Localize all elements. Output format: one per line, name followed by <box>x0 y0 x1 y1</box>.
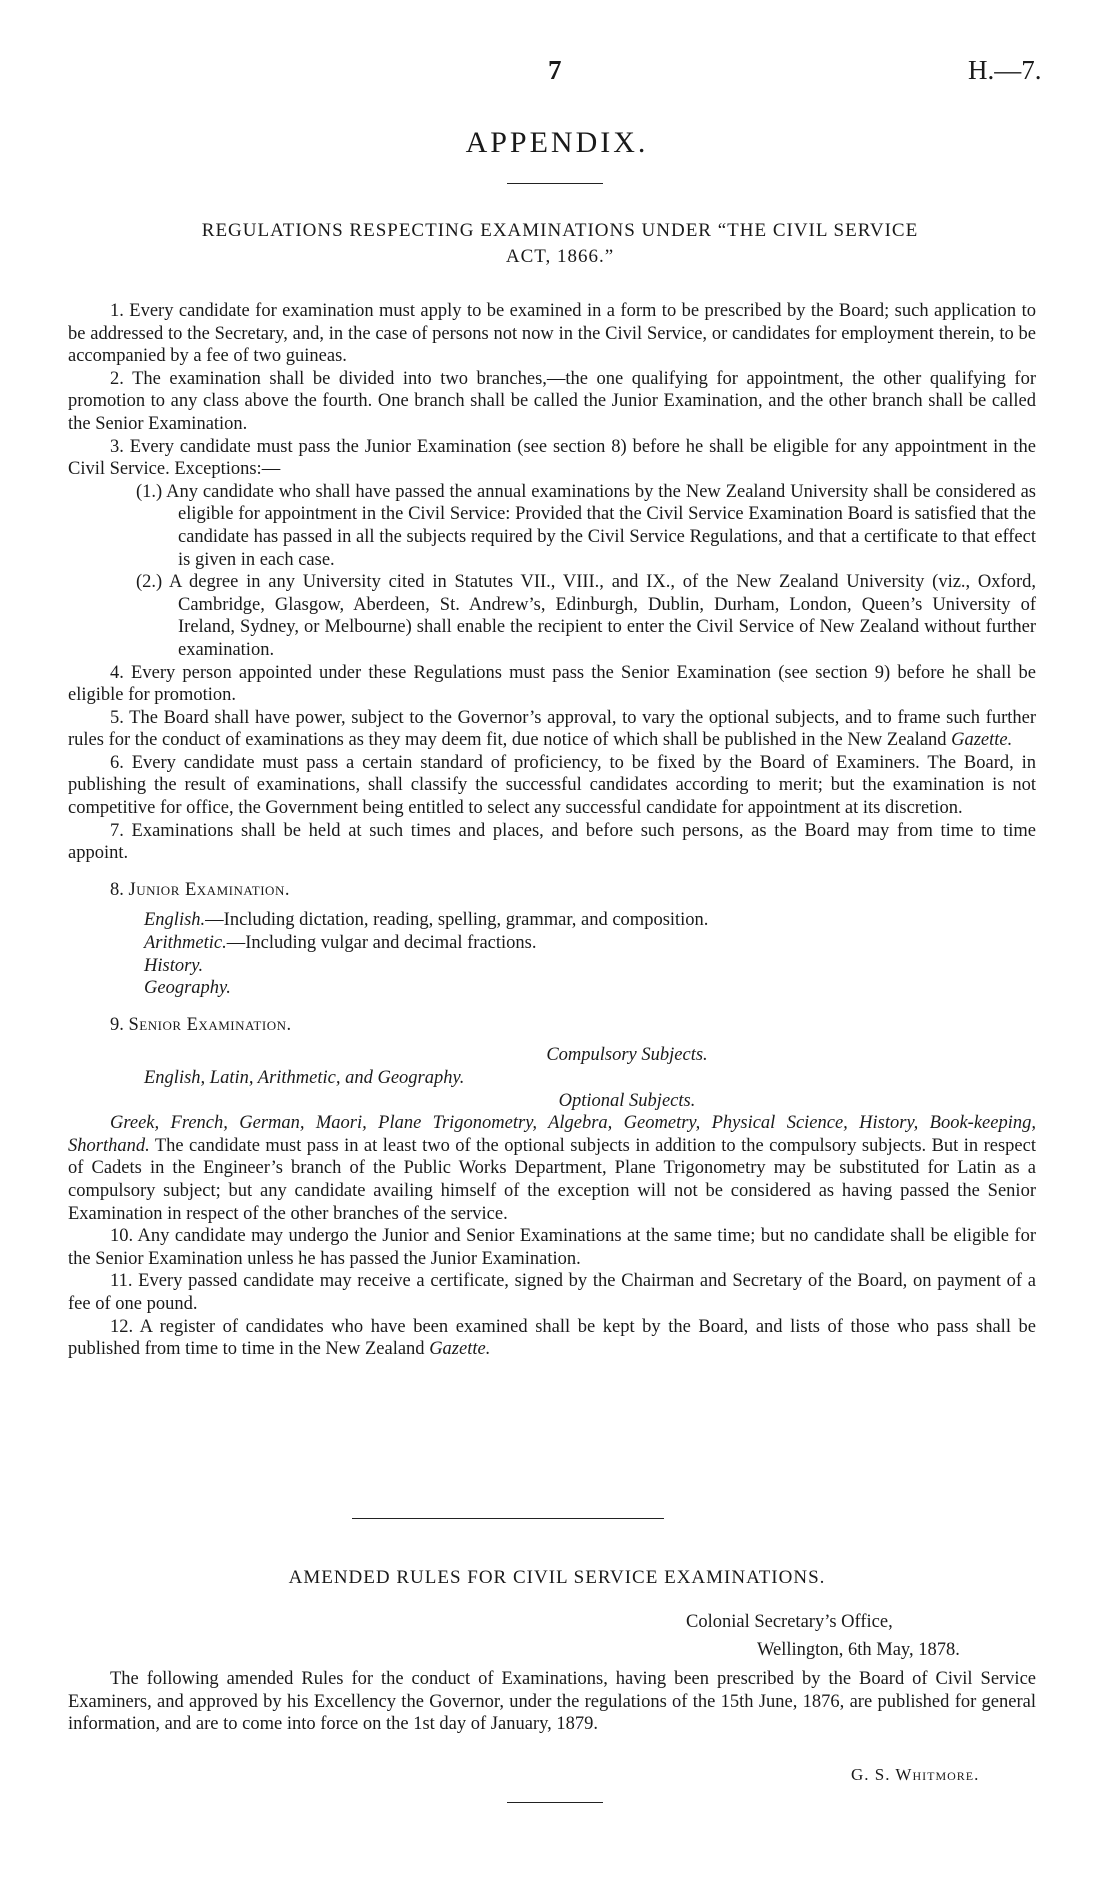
optional-subjects-text: The candidate must pass in at least two of the optional subjects in addition to the compulsory subjects. But in respect of Cadets in the Engineer’s branch of the Public Works Department, Plane Trigonometry may be substituted for Latin as a compulsory subject; but any candidate availing himself of the exception will not be considered as having passed the Senior Examination in respect of the other branches of the service. <box>68 1135 1036 1224</box>
regulation-12-gazette: Gazette. <box>429 1339 491 1360</box>
junior-heading-label: Junior Examination. <box>128 879 290 900</box>
regulations-title-line2: ACT, 1866.” <box>505 246 615 267</box>
junior-english-label: English. <box>144 910 206 931</box>
amended-notice <box>68 1668 1036 1736</box>
signature: G. S. Whitmore. <box>851 1765 980 1784</box>
amended-rules-title: AMENDED RULES FOR CIVIL SERVICE EXAMINATIONS. <box>288 1567 826 1588</box>
junior-history: History. <box>144 955 204 976</box>
title-divider <box>507 183 603 184</box>
regulation-5-text: 5. The Board shall have power, subject to the Governor’s approval, to vary the optional subjects, and to frame such further rules for the conduct of examinations as they may deem fit, due notice of which shall be published in the New Zealand <box>68 707 1036 751</box>
regulation-7: 7. Examinations shall be held at such times and places, and before such persons, as the Board may from time to time appoint. <box>68 820 1036 864</box>
regulations-body <box>68 300 1036 1361</box>
regulation-3-exception-2: (2.) A degree in any University cited in Statutes VII., VIII., and IX., of the New Zealand University (viz., Oxford, Cambridge, Glasgow, Aberdeen, St. Andrew’s, Edinburgh, Dublin, Durham, London, Queen’s University of Ireland, Sydney, or Melbourne) shall enable the recipient to enter the Civil Service of New Zealand without further examination. <box>136 572 1036 660</box>
appendix-title: APPENDIX. <box>465 126 649 159</box>
regulation-6: 6. Every candidate must pass a certain standard of proficiency, to be fixed by the Board of Examiners. The Board, in publishing the result of examinations, shall classify the successful candidates according to merit; but the examination is not competitive for office, the Government being entitled to select any successful candidate for appointment at its discretion. <box>68 752 1036 819</box>
junior-arithmetic-text: —Including vulgar and decimal fractions. <box>226 933 537 954</box>
senior-heading-label: Senior Examination. <box>128 1014 292 1035</box>
regulation-5 <box>68 707 1036 752</box>
section-divider <box>352 1518 664 1519</box>
junior-examination-heading <box>68 879 1036 902</box>
series-code: H.—7. <box>968 55 1042 85</box>
regulation-4: 4. Every person appointed under these Regulations must pass the Senior Examination (see section 9) before he shall be eligible for promotion. <box>68 662 1036 706</box>
regulations-title <box>110 218 1010 270</box>
regulation-11: 11. Every passed candidate may receive a certificate, signed by the Chairman and Secretary of the Board, on payment of a fee of one pound. <box>68 1271 1036 1314</box>
regulation-2: 2. The examination shall be divided into two branches,—the one qualifying for appointment, the other qualifying for promotion to any class above the fourth. One branch shall be called the Junior Examination, and the other branch shall be called the Senior Examination. <box>68 368 1036 434</box>
regulation-10: 10. Any candidate may undergo the Junior and Senior Examinations at the same time; but no candidate shall be eligible for the Senior Examination unless he has passed the Junior Examination. <box>68 1226 1036 1269</box>
regulation-3-exception-1: (1.) Any candidate who shall have passed the annual examinations by the New Zealand University shall be considered as eligible for appointment in the Civil Service: Provided that the Civil Service Examination Board is satisfied that the candidate has passed in all the subjects required by the Civil Service Regulations, and that a certificate to that effect is given in each case. <box>136 481 1036 570</box>
place-date: Wellington, 6th May, 1878. <box>757 1640 960 1660</box>
office-address: Colonial Secretary’s Office, <box>686 1612 893 1632</box>
optional-subjects-list: Greek, French, German, Maori, Plane Trigonometry, Algebra, Geometry, Physical Science, History, Book-keeping, Shorthand. <box>68 1113 1036 1156</box>
junior-heading-number: 8. <box>110 879 124 900</box>
page-number: 7 <box>548 55 562 85</box>
junior-english-text: —Including dictation, reading, spelling, grammar, and composition. <box>205 910 709 931</box>
optional-subjects-label: Optional Subjects. <box>558 1090 696 1111</box>
compulsory-subjects-list: English, Latin, Arithmetic, and Geography. <box>144 1068 465 1088</box>
amended-notice-text: The following amended Rules for the conduct of Examinations, having been prescribed by the Board of Civil Service Examiners, and approved by his Excellency the Governor, under the regulations of the 15th June, 1876, are published for general information, and are to come into force on the 1st day of January, 1879. <box>68 1669 1036 1735</box>
regulation-3: 3. Every candidate must pass the Junior Examination (see section 8) before he shall be eligible for any appointment in the Civil Service. Exceptions:— <box>68 436 1036 480</box>
regulation-5-gazette: Gazette. <box>951 730 1013 751</box>
compulsory-subjects-label: Compulsory Subjects. <box>546 1045 708 1066</box>
regulations-title-line1: REGULATIONS RESPECTING EXAMINATIONS UNDER “THE CIVIL SERVICE <box>201 220 919 241</box>
optional-subjects <box>68 1112 1036 1225</box>
senior-heading-number: 9. <box>110 1014 124 1035</box>
senior-examination-heading <box>68 1014 1036 1037</box>
junior-geography: Geography. <box>144 978 231 999</box>
regulation-1: 1. Every candidate for examination must apply to be examined in a form to be prescribed by the Board; such application to be addressed to the Secretary, and, in the case of persons not now in the Civil Service, or candidates for employment therein, to be accompanied by a fee of two guineas. <box>68 301 1036 367</box>
junior-english <box>68 909 1036 932</box>
regulation-12-text: 12. A register of candidates who have been examined shall be kept by the Board, and lists of those who pass shall be published from time to time in the New Zealand <box>68 1316 1036 1360</box>
regulation-12 <box>68 1316 1036 1361</box>
junior-arithmetic-label: Arithmetic. <box>144 933 227 954</box>
junior-arithmetic <box>68 932 1036 955</box>
end-divider <box>507 1802 603 1803</box>
